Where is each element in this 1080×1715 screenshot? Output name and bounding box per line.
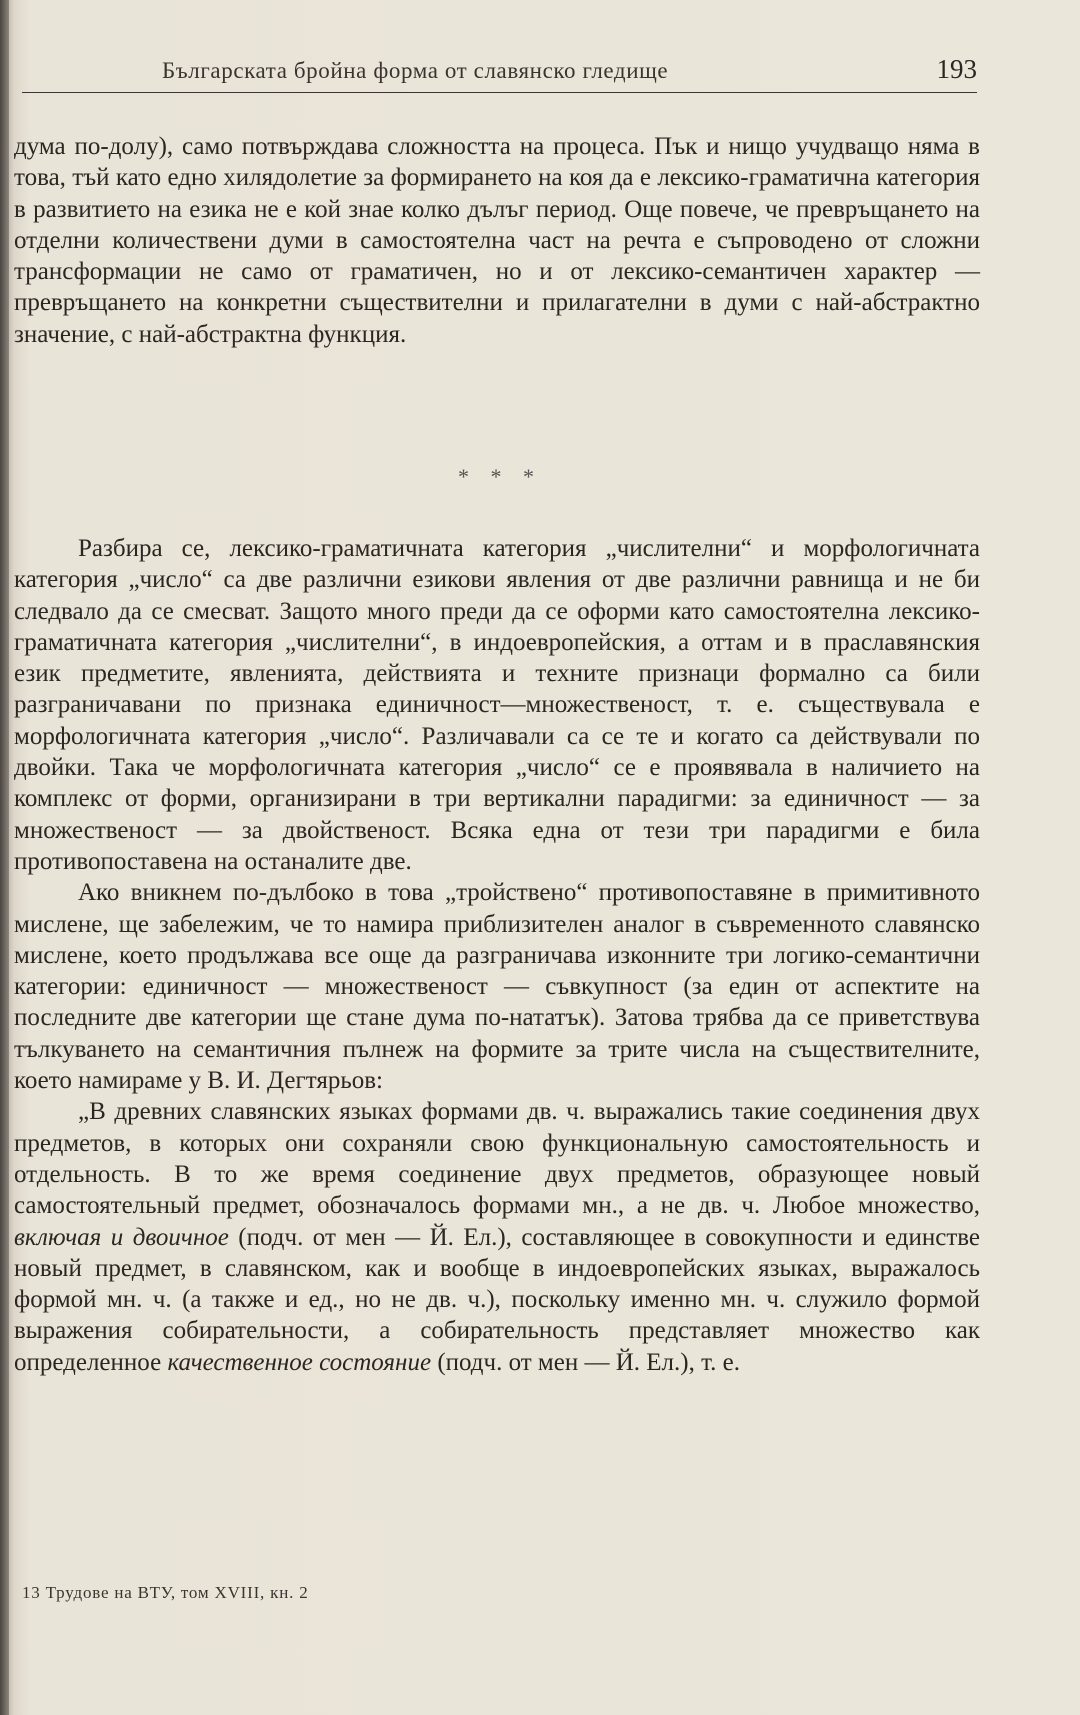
quotation-degtyarev: [14, 1096, 980, 1378]
continued-paragraph: дума по-долу), само потвърждава сложността на процеса. Пък и нищо учудващо няма в това, тъй като едно хилядолетие за формирането на коя да е лексико-граматична категория в развитието на езика не е кой знае колко дълъг период. Още повече, че превръщането на отделни количествени думи в самостоятелна част на речта е съпроводено от сложни трансформации не само от граматичен, но и от лексико-семантичен характер — превръщането на конкретни съществителни и прилагателни в думи с най-абстрактно значение, с най-абстрактна функция.: [14, 133, 980, 348]
quote-italic-2: качественное состояние: [167, 1348, 432, 1376]
quote-text-3: (подч. от мен — Й. Ел.), т. е.: [431, 1348, 740, 1376]
page-footer: 13 Трудове на ВТУ, том XVIII, кн. 2: [22, 1583, 309, 1602]
page-header: [22, 52, 977, 93]
quote-text-2: (подч. от мен — Й. Ел.), составляющее в совокупности и единстве новый предмет, в славянском, как и вообще в индоевропейских языках, выражалось формой мн. ч. (а также и ед., но не дв. ч.), поскольку именно мн. ч. служило формой выражения собирательности, а собирательность представляет множество как определенное: [14, 1223, 980, 1376]
first-section: [14, 131, 980, 350]
quote-italic-1: включая и двоичное: [14, 1223, 229, 1251]
running-title: Българската бройна форма от славянско гледище: [162, 58, 669, 83]
paragraph-triple-opposition: Ако вникнем по-дълбоко в това „тройствено“ противопоставяне в примитивното мислене, ще забележим, че то намира приблизителен аналог в съвременното славянско мислене, което продължава все още да разграничава изконните три логико-семантични категории: единичност — множественост — съвкупност (за един от аспектите на последните две категории ще стане дума по-нататък). Затова трябва да се приветствува тълкуването на семантичния пълнеж на формите за трите числа на съществителните, което намираме у В. И. Дегтярьов:: [14, 879, 980, 1095]
second-section: [14, 533, 980, 1378]
paragraph-categories: Разбира се, лексико-граматичната категория „числителни“ и морфологичната категория „число“ са две различни езикови явления от две различни равнища и не би следвало да се смесват. Защото много преди да се оформи като самостоятелна лексико-граматичната категория „числителни“, в индоевропейския, а оттам и в праславянския език предметите, явленията, действията и техните признаци формално са били разграничавани по признака единичност—множественост, т. е. съществувала е морфологичната категория „число“. Различавали са се те и когато са действували по двойки. Така че морфологичната категория „число“ се е проявявала в наличието на комплекс от форми, организирани в три вертикални парадигми: за единичност — за множественост — за двойственост. Всяка една от тези три парадигми е била противопоставена на останалите две.: [14, 535, 980, 875]
page-number: 193: [936, 54, 977, 84]
book-spine-shadow: [0, 0, 9, 1715]
section-separator: * * *: [458, 464, 542, 489]
quote-text-1: „В древних славянских языках формами дв. ч. выражались такие соединения двух предметов, в которых они сохраняли свою функциональную самостоятельность и отдельность. В то же время соединение двух предметов, образующее новый самостоятельный предмет, обозначалось формами мн., а не дв. ч. Любое множество,: [14, 1098, 980, 1220]
